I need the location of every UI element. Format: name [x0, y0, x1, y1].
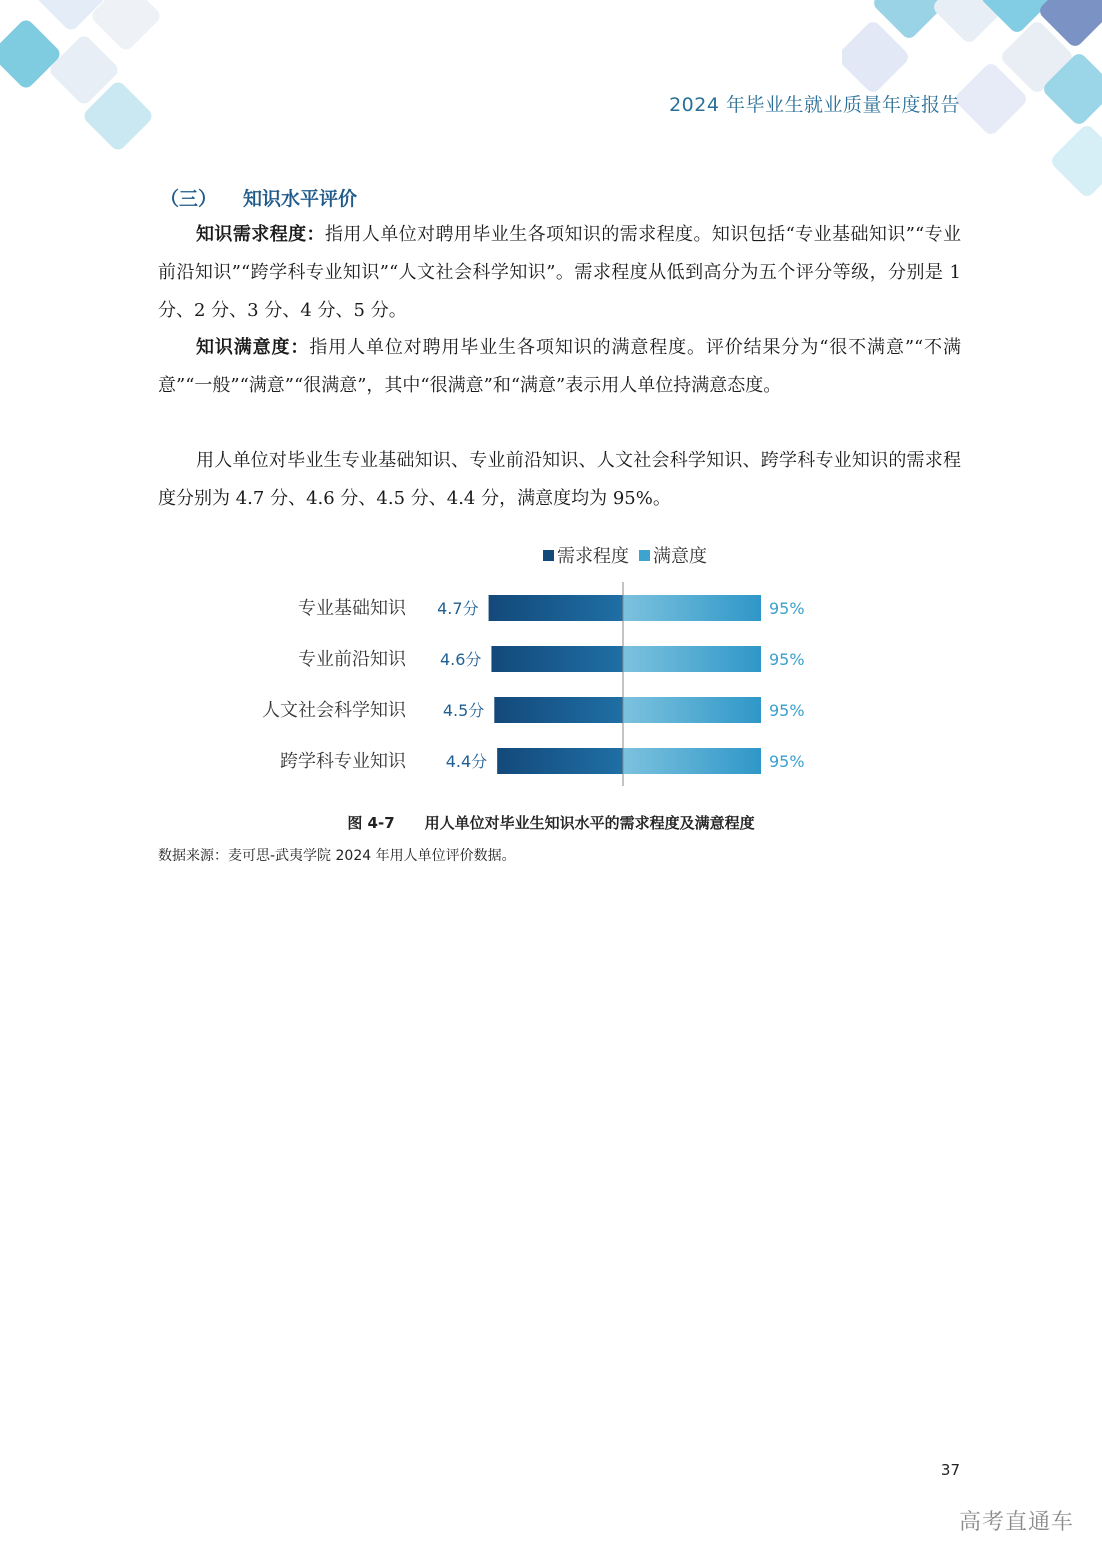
demand-bar	[491, 646, 623, 672]
section-title: 知识水平评价	[243, 188, 358, 210]
section-number: （三）	[160, 188, 218, 210]
satisfaction-data-label: 95%	[769, 701, 805, 720]
legend-label: 满意度	[653, 546, 707, 567]
figure-caption	[0, 812, 1102, 833]
paragraph-satisfaction-definition	[158, 329, 961, 405]
paragraph-text: 指用人单位对聘用毕业生各项知识的需求程度。知识包括“专业基础知识”“专业前沿知识”“跨学科专业知识”“人文社会科学知识”。需求程度从低到高分为五个评分等级，分别是 1 分、2 分、3 分、4 分、5 分。	[158, 224, 961, 321]
demand-bar	[489, 595, 623, 621]
satisfaction-bar	[623, 697, 761, 723]
satisfaction-bar	[623, 646, 761, 672]
section-heading	[160, 184, 357, 211]
category-label: 跨学科专业知识	[280, 751, 406, 772]
legend-swatch	[639, 550, 650, 561]
satisfaction-data-label: 95%	[769, 650, 805, 669]
watermark-text: 高考直通车	[958, 1510, 1074, 1535]
demand-data-label: 4.5分	[442, 701, 485, 720]
report-header-title: 2024 年毕业生就业质量年度报告	[669, 94, 960, 116]
chart-legend	[543, 542, 707, 568]
legend-swatch	[543, 550, 554, 561]
category-label: 人文社会科学知识	[262, 700, 406, 721]
legend-label: 需求程度	[557, 546, 629, 567]
satisfaction-data-label: 95%	[769, 752, 805, 771]
paragraph-summary: 用人单位对毕业生专业基础知识、专业前沿知识、人文社会科学知识、跨学科专业知识的需求程度分别为 4.7 分、4.6 分、4.5 分、4.4 分，满意度均为 95%。	[158, 450, 961, 509]
demand-data-label: 4.6分	[439, 650, 482, 669]
data-source-note: 数据来源：麦可思-武夷学院 2024 年用人单位评价数据。	[158, 848, 516, 864]
category-label: 专业前沿知识	[298, 649, 406, 670]
knowledge-demand-satisfaction-chart	[0, 580, 1102, 800]
paragraph-demand-definition	[158, 216, 961, 330]
term-label: 知识需求程度：	[196, 224, 325, 245]
demand-bar	[497, 748, 623, 774]
category-label: 专业基础知识	[298, 598, 406, 619]
legend-item-satisfaction	[639, 542, 707, 568]
paragraph-text: 指用人单位对聘用毕业生各项知识的满意程度。评价结果分为“很不满意”“不满意”“一般”“满意”“很满意”，其中“很满意”和“满意”表示用人单位持满意态度。	[158, 337, 961, 396]
page-number: 37	[940, 1461, 960, 1479]
decor-tile	[1049, 123, 1102, 199]
figure-number: 图 4-7	[347, 814, 395, 832]
satisfaction-bar	[623, 595, 761, 621]
demand-data-label: 4.4分	[445, 752, 488, 771]
term-label: 知识满意度：	[196, 337, 310, 358]
demand-bar	[494, 697, 623, 723]
satisfaction-bar	[623, 748, 761, 774]
legend-item-demand	[543, 542, 629, 568]
satisfaction-data-label: 95%	[769, 599, 805, 618]
demand-data-label: 4.7分	[437, 599, 479, 618]
decor-tile	[0, 17, 63, 91]
figure-title: 用人单位对毕业生知识水平的需求程度及满意程度	[424, 814, 755, 832]
decor-tile	[89, 0, 163, 53]
decorative-tiles-left	[0, 0, 260, 200]
